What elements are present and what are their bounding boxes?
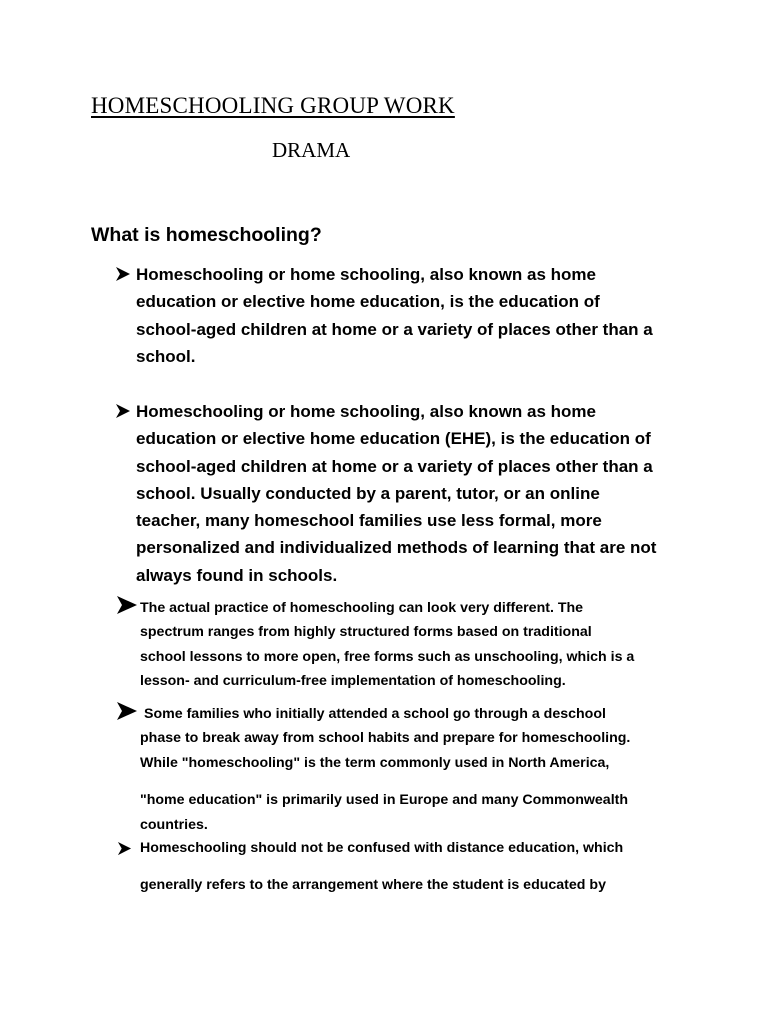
bullet-text-line: education or elective home education (EHE), is the education of: [136, 429, 651, 449]
bullet-text-line: education or elective home education, is the education of: [136, 292, 600, 312]
bullet-text-line: Homeschooling should not be confused with distance education, which: [140, 840, 624, 856]
bullet-text-line: always found in schools.: [136, 565, 338, 585]
bullet-text-line: school. Usually conducted by a parent, tutor, or an online: [136, 483, 600, 503]
bullet-text-line: spectrum ranges from highly structured forms based on traditional: [140, 624, 592, 641]
bullet-text-line: teacher, many homeschool families use less formal, more: [136, 511, 602, 531]
bullet-text-line: personalized and individualized methods of learning that are not: [136, 538, 657, 558]
section-heading: What is homeschooling?: [91, 224, 322, 246]
bullet-text-line: Homeschooling or home schooling, also known as home: [136, 402, 597, 421]
bullet-text-line: lesson- and curriculum-free implementation of homeschooling.: [140, 673, 566, 690]
bullet-text-line: While "homeschooling" is the term commonly used in North America,: [140, 754, 610, 771]
bullet-text-line: Homeschooling or home schooling, also known as home: [136, 265, 597, 284]
bullet-text-line: school lessons to more open, free forms such as unschooling, which is a: [140, 648, 635, 665]
bullet-text-line: phase to break away from school habits and prepare for homeschooling.: [140, 730, 631, 747]
document-title: HOMESCHOOLING GROUP WORK: [91, 93, 455, 118]
bullet-text-line: school.: [136, 346, 196, 366]
bullet-text-line: generally refers to the arrangement where the student is educated by: [140, 877, 606, 894]
bullet-text-line: "home education" is primarily used in Europe and many Commonwealth: [140, 792, 629, 809]
bullet-text-line: countries.: [140, 816, 208, 833]
bullet-text-line: The actual practice of homeschooling can look very different. The: [140, 600, 584, 616]
bullet-text-line: Some families who initially attended a school go through a deschool: [144, 706, 606, 722]
document-subtitle: DRAMA: [272, 138, 351, 162]
bullet-text-line: school-aged children at home or a variety of places other than a: [136, 456, 653, 476]
bullet-text-line: school-aged children at home or a variety of places other than a: [136, 319, 653, 339]
